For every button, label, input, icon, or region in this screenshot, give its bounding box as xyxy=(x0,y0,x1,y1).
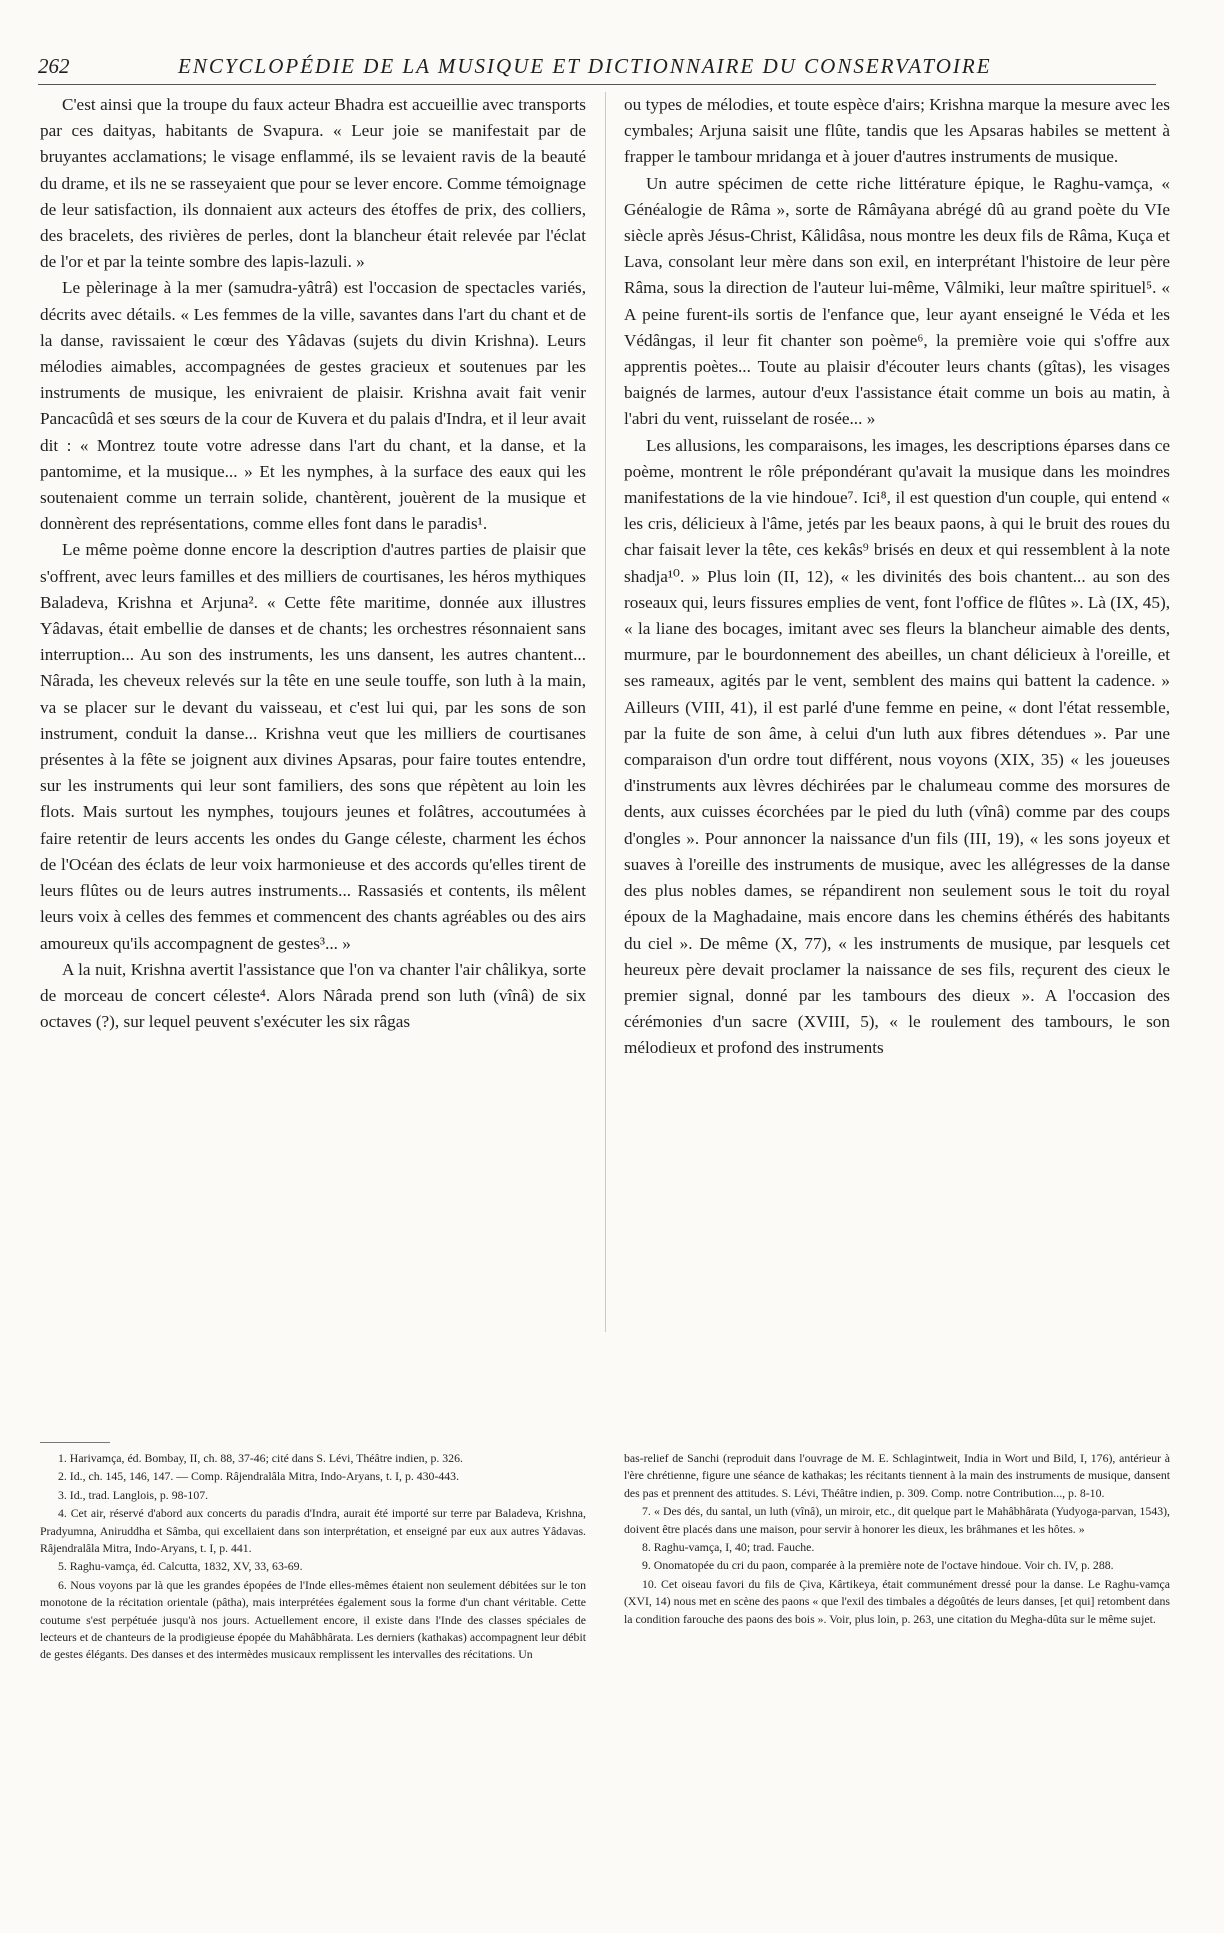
paragraph: Un autre spécimen de cette riche littérature épique, le Raghu-vamça, « Généalogie de Râma », sorte de Râmâyana abrégé dû au grand poète du VIe siècle après Jésus-Christ, Kâlidâsa, nous montre les deux fils de Râma, Kuça et Lava, consolant leur mère dans son exil, en interprétant l'histoire de leur père Râma, sous la direction de l'auteur lui-même, Vâlmiki, leur maître spirituel⁵. « A peine furent-ils sortis de l'enfance que, leur ayant enseigné le Véda et les Védângas, il leur fit chanter son poème⁶, la première voie qui s'offre aux apprentis poètes... Toute au plaisir d'écouter leurs chants (gîtas), les visages baignés de larmes, autour d'eux l'assistance était comme un bois au matin, à l'abri du vent, ruisselant de rosée... » xyxy=(624,173,1170,429)
page-number: 262 xyxy=(38,54,70,78)
paragraph: A la nuit, Krishna avertit l'assistance que l'on va chanter l'air châlikya, sorte de morceau de concert céleste⁴. Alors Nârada prend son luth (vînâ) de six octaves (?), sur lequel peuvent s'exécuter les six râgas xyxy=(40,959,586,1032)
footnote: 6. Nous voyons par là que les grandes épopées de l'Inde elles-mêmes étaient non seulement débitées sur le ton monotone de la récitation orientale (pâtha), mais interprétées également sous la forme d'un chant véritable. Cette coutume s'est perpétuée jusqu'à nos jours. Actuellement encore, il existe dans l'Inde des classes spéciales de lecteurs et de chanteurs de la prodigieuse épopée du Mahâbhârata. Les derniers (kathakas) accompagnent leur débit de gestes élégants. Des danses et des intermèdes musicaux remplissent les intervalles des récitations. Un xyxy=(40,1577,586,1662)
paragraph: Le pèlerinage à la mer (samudra-yâtrâ) est l'occasion de spectacles variés, décrits avec détails. « Les femmes de la ville, savantes dans l'art du chant et de la danse, ravissaient le cœur des Yâdavas (sujets du divin Krishna). Leurs mélodies aimables, accompagnées de gestes gracieux et soutenues par les instruments de musique, les enivraient de plaisir. Krishna avait fait venir Pancacûdâ et ses sœurs de la cour de Kuvera et du palais d'Indra, et il leur avait dit : « Montrez toute votre adresse dans l'art du chant, et la danse, et la pantomime, et la musique... » Et les nymphes, à la surface des eaux qui les soutenaient comme un terrain solide, chantèrent, jouèrent de la musique et donnèrent des représentations, comme elles font dans le paradis¹. xyxy=(40,278,586,534)
page-header xyxy=(38,50,1156,85)
footnote: 2. Id., ch. 145, 146, 147. — Comp. Râjendralâla Mitra, Indo-Aryans, t. I, p. 430-443. xyxy=(58,1469,460,1484)
footnotes-right xyxy=(624,1450,1170,1905)
footnote: 10. Cet oiseau favori du fils de Çiva, Kârtikeya, était communément dressé pour la danse. Le Raghu-vamça (XVI, 14) nous met en scène des paons « que l'exil des timbales a dégoûtés de leurs danses, [et qui] retombent dans la condition farouche des paons des bois ». Voir, plus loin, p. 263, une citation du Megha-dûta sur le même sujet. xyxy=(624,1576,1170,1626)
left-column xyxy=(40,92,586,1332)
footnote: 9. Onomatopée du cri du paon, comparée à la première note de l'octave hindoue. Voir ch. IV, p. 288. xyxy=(642,1558,1114,1573)
paragraph: ou types de mélodies, et toute espèce d'airs; Krishna marque la mesure avec les cymbales; Arjuna saisit une flûte, tandis que les Apsaras habiles se mettent à frapper le tambour mridanga et à jouer d'autres instruments de musique. xyxy=(624,95,1170,167)
paragraph: Les allusions, les comparaisons, les images, les descriptions éparses dans ce poème, montrent le rôle prépondérant qu'avait la musique dans les moindres manifestations de la vie hindoue⁷. Ici⁸, il est question d'un couple, qui entend « les cris, délicieux à l'âme, jetés par les beaux paons, à qui le bruit des roues du char faisait lever la tête, ces kekâs⁹ brisés en deux et qui ressemblent à la note shadja¹⁰. » Plus loin (II, 12), « les divinités des bois chantent... au son des roseaux qui, leurs fissures emplies de vent, font l'office de flûtes ». Là (IX, 45), « la liane des bocages, imitant avec ses fleurs la blancheur aimable des dents, murmure, par le bourdonnement des abeilles, un chant délicieux à l'oreille, et ses rameaux, agités par le vent, semblent des mains qui battent la cadence. » Ailleurs (VIII, 41), il est parlé d'une femme en peine, « dont l'état ressemble, par la fuite de son âme, à celui d'un luth aux fibres détendues ». Par une comparaison d'un ordre tout différent, nous voyons (XIX, 35) « les joueuses d'instruments aux lèvres déchirées par le chalumeau comme des morsures de dents, aux cuisses écorchées par le pied du luth (vînâ) comme par des coups d'ongles ». Pour annoncer la naissance d'un fils (III, 19), « les sons joyeux et suaves à l'oreille des instruments de musique, avec les allégresses de la danse des plus nobles dames, se répandirent non seulement sous le toit du royal époux de la Maghadaine, mais encore dans les chemins éthérés des habitants du ciel ». De même (X, 77), « les instruments de musique, par lesquels cet heureux père devait proclamer la naissance de ses fils, reçurent des cieux le premier signal, donné par les tambours des dieux ». A l'occasion des cérémonies d'un sacre (XVIII, 5), « le roulement des tambours, le son mélodieux et profond des instruments xyxy=(624,435,1170,1058)
footnote: 1. Harivamça, éd. Bombay, II, ch. 88, 37-46; cité dans S. Lévi, Théâtre indien, p. 326. xyxy=(58,1451,463,1465)
footnote: 3. Id., trad. Langlois, p. 98-107. xyxy=(58,1487,209,1502)
footnote: 5. Raghu-vamça, éd. Calcutta, 1832, XV, 33, 63-69. xyxy=(58,1559,303,1574)
footnote: 8. Raghu-vamça, I, 40; trad. Fauche. xyxy=(642,1540,815,1555)
right-column xyxy=(624,92,1170,1332)
footnote: 7. « Des dés, du santal, un luth (vînâ), un miroir, etc., dit quelque part le Mahâbhârata (Yudyoga-parvan, 1543), doivent être placés dans une maison, pour servir à honorer les dieux, les brâhmanes et les hôtes. » xyxy=(624,1504,1170,1536)
footnote: bas-relief de Sanchi (reproduit dans l'ouvrage de M. E. Schlagintweit, India in Wort und Bild, I, 176), antérieur à l'ère chrétienne, figure une séance de kathakas; les récitants tiennent à la main des instruments de musique, dansent des pas et prennent des attitudes. S. Lévi, Théâtre indien, p. 309. Comp. notre Contribution..., p. 8-10. xyxy=(624,1451,1170,1500)
footnote: 4. Cet air, réservé d'abord aux concerts du paradis d'Indra, aurait été importé sur terre par Baladeva, Krishna, Pradyumna, Aniruddha et Sâmba, qui excellaient dans son interprétation, et enseigné par eux aux autres Yâdavas. Râjendralâla Mitra, Indo-Aryans, t. I, p. 441. xyxy=(40,1506,586,1556)
footnote-rule xyxy=(40,1442,110,1443)
paragraph: Le même poème donne encore la description d'autres parties de plaisir que s'offrent, avec leurs familles et des milliers de courtisanes, les héros mythiques Baladeva, Krishna et Arjuna². « Cette fête maritime, donnée aux illustres Yâdavas, était embellie de danses et de chants; les orchestres résonnaient sans interruption... Au son des instruments, les uns dansent, les autres chantent... Nârada, les cheveux relevés sur la tête en une seule touffe, son luth à la main, va se placer sur le devant du vaisseau, et c'est lui qui, par les sons de son instrument, conduit la danse... Krishna veut que les milliers de courtisanes présentes à la fête se joignent aux divines Apsaras, pour faire toutes entendre, sur les instruments qui leur sont familiers, des sons que répètent au loin les flots. Mais surtout les nymphes, toujours jeunes et folâtres, accoutumées à faire retentir de leurs accents les ondes du Gange céleste, charment les échos de l'Océan des éclats de leur voix harmonieuse et des accords qu'elles tirent de leurs flûtes ou de leurs autres instruments... Rassasiés et contents, ils mêlent leurs voix à celles des femmes et commencent des chants agréables ou des airs amoureux qu'ils accompagnent de gestes³... » xyxy=(40,540,586,953)
paragraph: C'est ainsi que la troupe du faux acteur Bhadra est accueillie avec transports par ces daityas, habitants de Svapura. « Leur joie se manifestait par de bruyantes acclamations; le visage enflammé, ils se levaient ravis de la beauté du drame, et ils ne se rasseyaient que pour se lever encore. Comme témoignage de leur satisfaction, ils donnaient aux acteurs des étoffes de prix, des colliers, des bracelets, des rivières de perles, dont la blancheur était relevée par l'éclat de l'or et par la teinte sombre des lapis-lazuli. » xyxy=(40,95,586,272)
footnotes-left xyxy=(40,1450,586,1905)
running-title: ENCYCLOPÉDIE DE LA MUSIQUE ET DICTIONNAIRE DU CONSERVATOIRE xyxy=(178,54,992,78)
column-divider xyxy=(605,92,606,1332)
